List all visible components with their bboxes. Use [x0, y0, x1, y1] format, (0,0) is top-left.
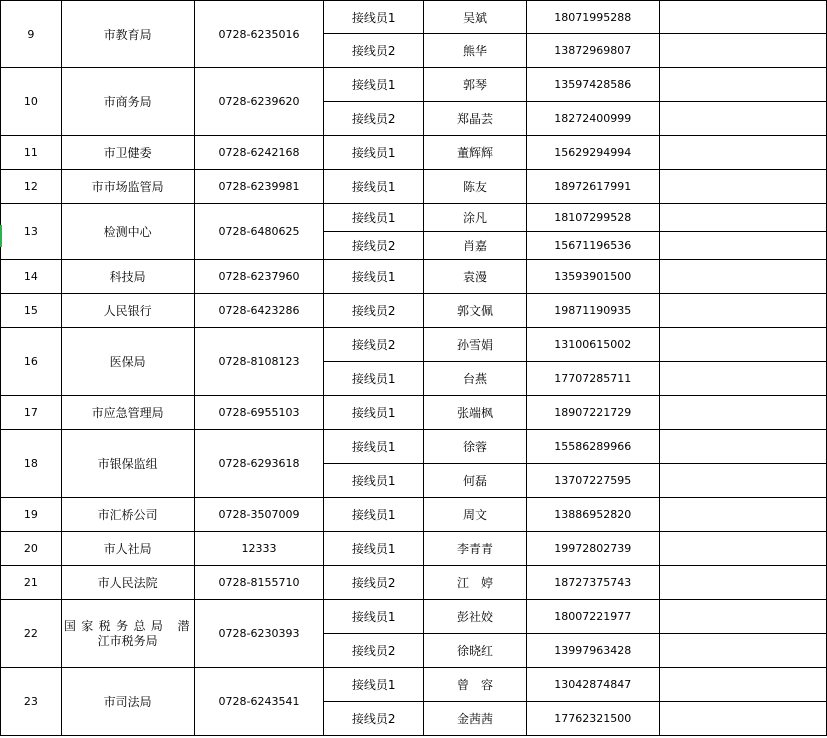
mobile-number: 19972802739 — [526, 532, 659, 566]
operator-name: 江 婷 — [424, 566, 527, 600]
mobile-number: 18972617991 — [526, 170, 659, 204]
operator-role: 接线员1 — [324, 464, 424, 498]
empty-cell — [659, 294, 826, 328]
operator-role: 接线员1 — [324, 1, 424, 34]
office-phone: 0728-8108123 — [194, 328, 324, 396]
operator-name: 曾 容 — [424, 668, 527, 702]
operator-name: 郑晶芸 — [424, 102, 527, 136]
table-row — [1, 498, 827, 532]
mobile-number: 19871190935 — [526, 294, 659, 328]
mobile-number: 18107299528 — [526, 204, 659, 232]
mobile-number: 18007221977 — [526, 600, 659, 634]
operator-name: 何磊 — [424, 464, 527, 498]
row-indicator-accent — [0, 225, 2, 247]
empty-cell — [659, 68, 826, 102]
department-name-line2: 江市税务局 — [97, 633, 158, 648]
operator-role: 接线员1 — [324, 532, 424, 566]
empty-cell — [659, 668, 826, 702]
row-index: 15 — [1, 294, 62, 328]
mobile-number: 15586289966 — [526, 430, 659, 464]
empty-cell — [659, 362, 826, 396]
office-phone: 0728-6237960 — [194, 260, 324, 294]
mobile-number: 13707227595 — [526, 464, 659, 498]
empty-cell — [659, 136, 826, 170]
row-index: 10 — [1, 68, 62, 136]
mobile-number: 18071995288 — [526, 1, 659, 34]
office-phone: 0728-6230393 — [194, 600, 324, 668]
empty-cell — [659, 532, 826, 566]
department-name: 人民银行 — [61, 294, 194, 328]
operator-role: 接线员2 — [324, 634, 424, 668]
empty-cell — [659, 566, 826, 600]
department-name: 市人社局 — [61, 532, 194, 566]
operator-role: 接线员1 — [324, 430, 424, 464]
row-index: 21 — [1, 566, 62, 600]
empty-cell — [659, 1, 826, 34]
empty-cell — [659, 498, 826, 532]
mobile-number: 17707285711 — [526, 362, 659, 396]
office-phone: 0728-6239981 — [194, 170, 324, 204]
table-row — [1, 566, 827, 600]
mobile-number: 13872969807 — [526, 34, 659, 68]
table-row — [1, 260, 827, 294]
operator-name: 徐蓉 — [424, 430, 527, 464]
department-name: 市银保监组 — [61, 430, 194, 498]
operator-role: 接线员1 — [324, 136, 424, 170]
operator-name: 郭琴 — [424, 68, 527, 102]
office-phone: 0728-6423286 — [194, 294, 324, 328]
operator-name: 肖嘉 — [424, 232, 527, 260]
mobile-number: 13042874847 — [526, 668, 659, 702]
empty-cell — [659, 260, 826, 294]
operator-name: 陈友 — [424, 170, 527, 204]
row-index: 11 — [1, 136, 62, 170]
operator-name: 徐晓红 — [424, 634, 527, 668]
table-row — [1, 430, 827, 464]
table-row — [1, 68, 827, 102]
operator-role: 接线员2 — [324, 566, 424, 600]
empty-cell — [659, 464, 826, 498]
empty-cell — [659, 396, 826, 430]
row-index: 14 — [1, 260, 62, 294]
table-row — [1, 396, 827, 430]
table-row — [1, 532, 827, 566]
empty-cell — [659, 328, 826, 362]
mobile-number: 13886952820 — [526, 498, 659, 532]
mobile-number: 13100615002 — [526, 328, 659, 362]
row-index: 17 — [1, 396, 62, 430]
operator-name: 周文 — [424, 498, 527, 532]
operator-role: 接线员1 — [324, 396, 424, 430]
table-row — [1, 294, 827, 328]
office-phone: 0728-6293618 — [194, 430, 324, 498]
table-row — [1, 170, 827, 204]
department-name: 市应急管理局 — [61, 396, 194, 430]
office-phone: 0728-8155710 — [194, 566, 324, 600]
table-row — [1, 328, 827, 362]
row-index: 13 — [1, 204, 62, 260]
operator-name: 吴斌 — [424, 1, 527, 34]
empty-cell — [659, 430, 826, 464]
operator-name: 熊华 — [424, 34, 527, 68]
mobile-number: 18272400999 — [526, 102, 659, 136]
mobile-number: 13593901500 — [526, 260, 659, 294]
operator-role: 接线员1 — [324, 68, 424, 102]
row-index: 20 — [1, 532, 62, 566]
department-name: 市人民法院 — [61, 566, 194, 600]
office-phone: 0728-6955103 — [194, 396, 324, 430]
department-name: 市教育局 — [61, 1, 194, 68]
operator-name: 李青青 — [424, 532, 527, 566]
office-phone: 0728-6235016 — [194, 1, 324, 68]
table-row — [1, 1, 827, 34]
mobile-number: 13997963428 — [526, 634, 659, 668]
operator-role: 接线员1 — [324, 600, 424, 634]
mobile-number: 15629294994 — [526, 136, 659, 170]
operator-role: 接线员1 — [324, 204, 424, 232]
operator-name: 董辉辉 — [424, 136, 527, 170]
operator-name: 袁漫 — [424, 260, 527, 294]
operator-role: 接线员2 — [324, 34, 424, 68]
department-name — [61, 600, 194, 668]
operator-role: 接线员1 — [324, 170, 424, 204]
operator-name: 金茜茜 — [424, 702, 527, 736]
operator-name: 郭文佩 — [424, 294, 527, 328]
department-name: 市司法局 — [61, 668, 194, 736]
operator-role: 接线员1 — [324, 260, 424, 294]
department-name: 医保局 — [61, 328, 194, 396]
mobile-number: 18907221729 — [526, 396, 659, 430]
office-phone: 0728-6243541 — [194, 668, 324, 736]
mobile-number: 17762321500 — [526, 702, 659, 736]
department-name: 检测中心 — [61, 204, 194, 260]
operator-name: 台燕 — [424, 362, 527, 396]
empty-cell — [659, 34, 826, 68]
row-index: 18 — [1, 430, 62, 498]
table-row — [1, 204, 827, 232]
row-index: 23 — [1, 668, 62, 736]
table-row — [1, 136, 827, 170]
department-name: 科技局 — [61, 260, 194, 294]
office-phone: 0728-6480625 — [194, 204, 324, 260]
table-row — [1, 668, 827, 702]
office-phone: 0728-6239620 — [194, 68, 324, 136]
table-row — [1, 600, 827, 634]
operator-role: 接线员2 — [324, 232, 424, 260]
department-name-line1: 国家税务总局 潜 — [63, 618, 190, 633]
operator-role: 接线员1 — [324, 362, 424, 396]
department-name: 市商务局 — [61, 68, 194, 136]
operator-role: 接线员2 — [324, 102, 424, 136]
operator-role: 接线员2 — [324, 702, 424, 736]
operator-role: 接线员1 — [324, 668, 424, 702]
mobile-number: 13597428586 — [526, 68, 659, 102]
operator-name: 张端枫 — [424, 396, 527, 430]
department-name: 市卫健委 — [61, 136, 194, 170]
empty-cell — [659, 634, 826, 668]
operator-name: 涂凡 — [424, 204, 527, 232]
empty-cell — [659, 170, 826, 204]
row-index: 9 — [1, 1, 62, 68]
mobile-number: 15671196536 — [526, 232, 659, 260]
operator-role: 接线员1 — [324, 498, 424, 532]
department-name: 市市场监管局 — [61, 170, 194, 204]
office-phone: 0728-3507009 — [194, 498, 324, 532]
operator-name: 孙雪娟 — [424, 328, 527, 362]
row-index: 22 — [1, 600, 62, 668]
mobile-number: 18727375743 — [526, 566, 659, 600]
operator-role: 接线员2 — [324, 328, 424, 362]
operator-name: 彭社姣 — [424, 600, 527, 634]
empty-cell — [659, 600, 826, 634]
empty-cell — [659, 232, 826, 260]
office-phone: 0728-6242168 — [194, 136, 324, 170]
office-phone: 12333 — [194, 532, 324, 566]
row-index: 19 — [1, 498, 62, 532]
department-name: 市汇桥公司 — [61, 498, 194, 532]
row-index: 16 — [1, 328, 62, 396]
operator-role: 接线员2 — [324, 294, 424, 328]
row-index: 12 — [1, 170, 62, 204]
empty-cell — [659, 702, 826, 736]
empty-cell — [659, 102, 826, 136]
empty-cell — [659, 204, 826, 232]
